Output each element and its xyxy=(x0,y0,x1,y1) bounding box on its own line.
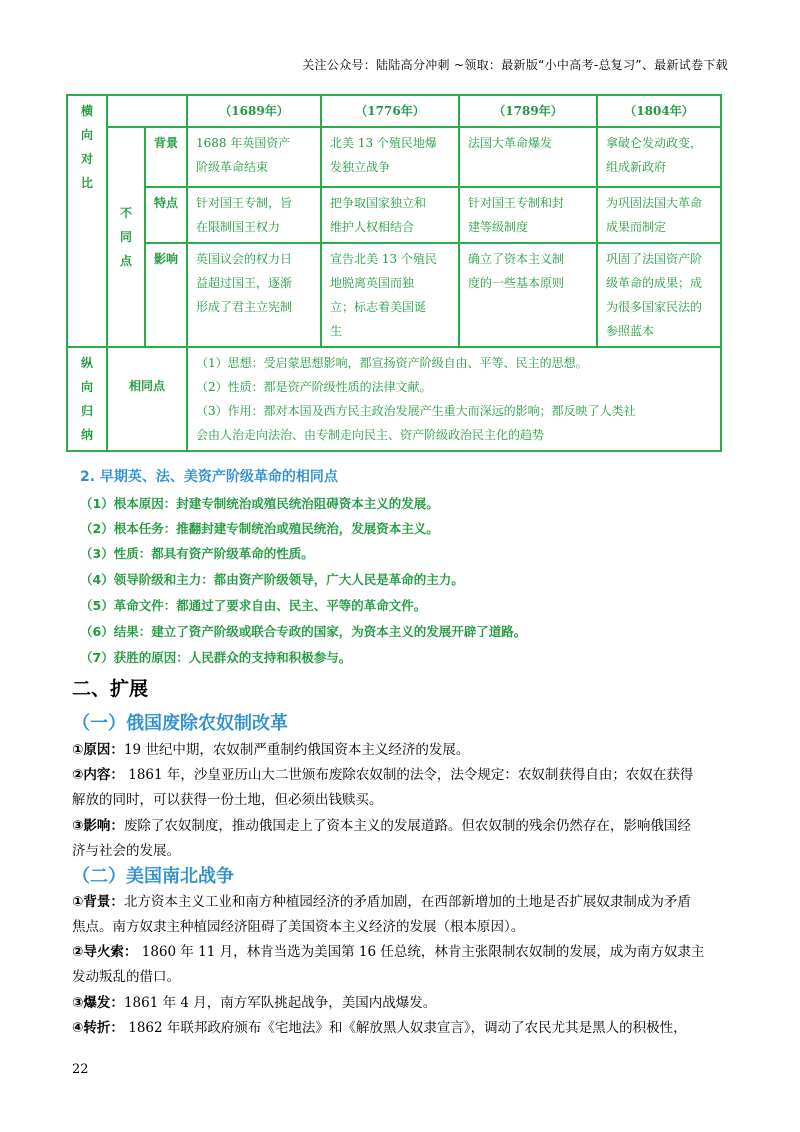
year-header: （1789年） xyxy=(459,95,597,127)
table-cell: 宣告北美 13 个殖民 地脱离英国而独 立；标志着美国诞 生 xyxy=(321,243,459,347)
common-points-cell: （1）思想：受启蒙思想影响，都宣扬资产阶级自由、平等、民主的思想。 （2）性质：都是资产阶级性质的法律文献。 （3）作用：都对本国及西方民主政治发展产生重大而深远的影响；都反映了人类社 会由人治走向法治、由专制走向民主、资产阶级政治民主化的趋势 xyxy=(187,347,721,451)
paragraph-content: ②内容： 1861 年，沙皇亚历山大二世颁布废除农奴制的法令，法令规定：农奴制获得自由；农奴在获得 解放的同时，可以获得一份土地，但必须出钱赎买。 xyxy=(72,767,694,808)
heading-extension: 二、扩展 xyxy=(72,678,149,700)
list-item: （7）获胜的原因：人民群众的支持和积极参与。 xyxy=(80,650,352,665)
side-label-difference: 不 同 点 xyxy=(107,127,145,347)
list-item: （3）性质：都具有资产阶级革命的性质。 xyxy=(80,546,314,561)
side-label-vertical: 纵 向 归 纳 xyxy=(67,347,107,451)
table-cell: 确立了资本主义制 度的一些基本原则 xyxy=(459,243,597,347)
common-label: 相同点 xyxy=(107,347,187,451)
year-header: （1776年） xyxy=(321,95,459,127)
table-cell: 针对国王专制，旨 在限制国王权力 xyxy=(187,187,321,243)
page-header: 关注公众号：陆陆高分冲刺 ~领取：最新版“小中高考-总复习”、最新试卷下载 xyxy=(302,58,728,72)
table-cell: 把争取国家独立和 维护人权相结合 xyxy=(321,187,459,243)
page-number: 22 xyxy=(72,1062,89,1077)
paragraph-turning-point: ④转折： 1862 年联邦政府颁布《宅地法》和《解放黑人奴隶宣言》，调动了农民尤其是黑人的积极性， xyxy=(72,1020,687,1036)
row-label: 影响 xyxy=(145,243,187,347)
row-label: 特点 xyxy=(145,187,187,243)
paragraph-impact: ③影响：废除了农奴制度，推动俄国走上了资本主义的发展道路。但农奴制的残余仍然存在，影响俄国经 济与社会的发展。 xyxy=(72,818,691,859)
table-cell: 1688 年英国资产 阶级革命结束 xyxy=(187,127,321,187)
list-item: （1）根本原因：封建专制统治或殖民统治阻碍资本主义的发展。 xyxy=(80,496,439,511)
heading-russia: （一）俄国废除农奴制改革 xyxy=(72,713,288,734)
list-item: （5）革命文件：都通过了要求自由、民主、平等的革命文件。 xyxy=(80,598,427,613)
paragraph-cause: ①原因：19 世纪中期，农奴制严重制约俄国资本主义经济的发展。 xyxy=(72,742,470,758)
side-label-horizontal: 横 向 对 比 xyxy=(67,95,107,347)
table-cell: 英国议会的权力日 益超过国王，逐渐 形成了君主立宪制 xyxy=(187,243,321,347)
list-item: （4）领导阶级和主力：都由资产阶级领导，广大人民是革命的主力。 xyxy=(80,572,464,587)
section-title: 2. 早期英、法、美资产阶级革命的相同点 xyxy=(80,469,338,485)
year-header: （1804年） xyxy=(597,95,721,127)
row-label: 背景 xyxy=(145,127,187,187)
paragraph-trigger: ②导火索： 1860 年 11 月，林肯当选为美国第 16 任总统，林肯主张限制农奴制的发展，成为南方奴隶主 发动叛乱的借口。 xyxy=(72,944,705,985)
table-cell: 北美 13 个殖民地爆 发独立战争 xyxy=(321,127,459,187)
table-cell: 为巩固法国大革命 成果而制定 xyxy=(597,187,721,243)
paragraph-background: ①背景：北方资本主义工业和南方种植园经济的矛盾加剧，在西部新增加的土地是否扩展奴隶制成为矛盾 焦点。南方奴隶主种植园经济阻碍了美国资本主义经济的发展（根本原因）。 xyxy=(72,894,691,935)
corner-cell xyxy=(107,95,187,127)
paragraph-outbreak: ③爆发：1861 年 4 月，南方军队挑起战争，美国内战爆发。 xyxy=(72,995,437,1011)
list-item: （6）结果：建立了资产阶级或联合专政的国家，为资本主义的发展开辟了道路。 xyxy=(80,624,527,639)
table-cell: 法国大革命爆发 xyxy=(459,127,597,187)
table-cell: 拿破仑发动政变， 组成新政府 xyxy=(597,127,721,187)
heading-usa: （二）美国南北战争 xyxy=(72,866,234,887)
table-cell: 针对国王专制和封 建等级制度 xyxy=(459,187,597,243)
table-cell: 巩固了法国资产阶 级革命的成果；成 为很多国家民法的 参照蓝本 xyxy=(597,243,721,347)
list-item: （2）根本任务：推翻封建专制统治或殖民统治，发展资本主义。 xyxy=(80,521,439,536)
comparison-table xyxy=(66,94,722,452)
year-header: （1689年） xyxy=(187,95,321,127)
